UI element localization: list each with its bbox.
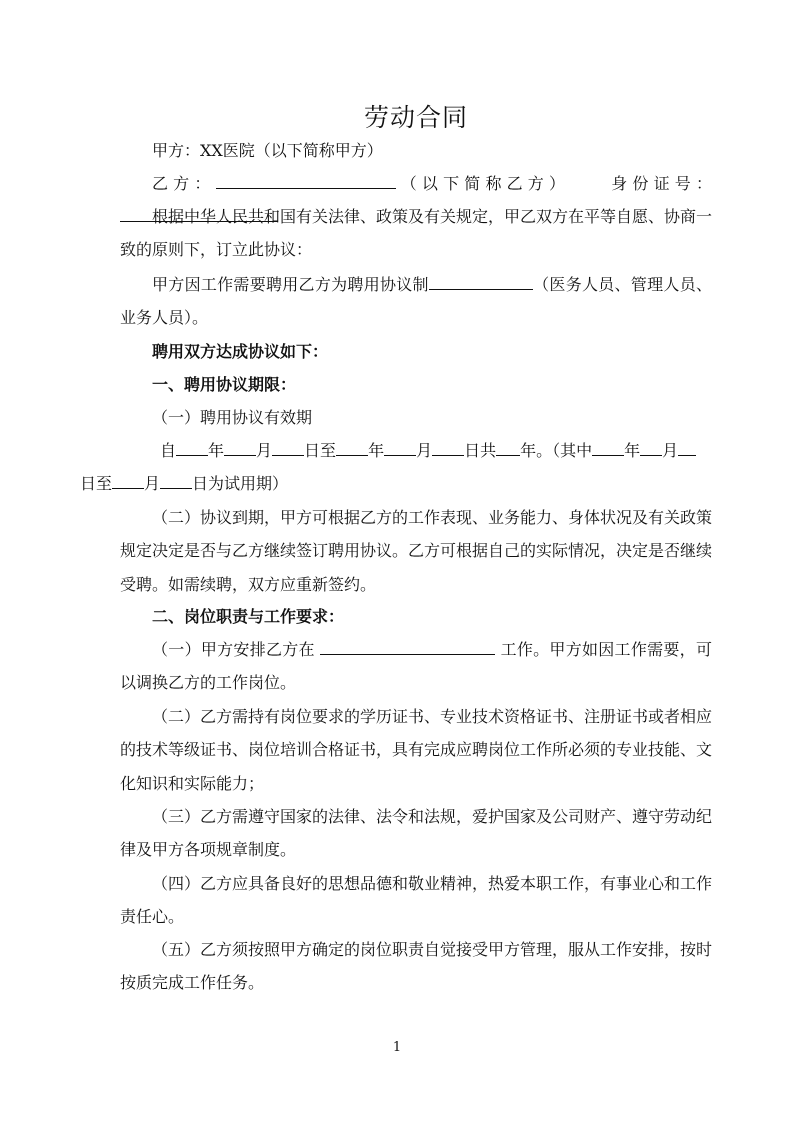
section2-item3: （三）乙方需遵守国家的法律、法令和法规，爱护国家及公司财产、遵守劳动纪律及甲方各项规章制度。 [120,807,713,860]
blank[interactable] [496,441,520,456]
section2-item4: （四）乙方应具备良好的思想品德和敬业精神，热爱本职工作，有事业心和工作责任心。 [120,874,713,927]
section2-item2: （二）乙方需持有岗位要求的学历证书、专业技术资格证书、注册证书或者相应的技术等级证书、岗位培训合格证书，具有完成应聘岗位工作所必须的专业技能、文化知识和实际能力； [120,707,713,793]
blank[interactable] [384,441,416,456]
section1-item2: （二）协议到期，甲方可根据乙方的工作表现、业务能力、身体状况及有关政策规定决定是否与乙方继续签订聘用协议。乙方可根据自己的实际情况，决定是否继续受聘。如需续聘，双方应重新签约。 [120,508,713,594]
document-title: 劳动合同 [363,103,468,132]
party-b-name-blank[interactable] [216,174,396,189]
section2-heading: 二、岗位职责与工作要求： [152,607,345,626]
blank[interactable] [592,441,624,456]
contract-period: 自 年 月 日至 年 月 日共 年。（其中 年 月 日至 月 日为试用期） [120,434,712,501]
blank[interactable] [272,441,304,456]
hire-position-blank[interactable] [429,275,533,290]
item1-suffix: 工作。甲方如因工作需要，可以调换乙方的工作岗位。 [120,640,712,693]
hire-paragraph [120,268,712,335]
page-number: 1 [392,1040,402,1055]
party-a-line: 甲方：XX医院（以下简称甲方） [152,141,383,160]
blank[interactable] [432,441,464,456]
section1-item1-title: （一）聘用协议有效期 [152,408,313,427]
item1-prefix: （一）甲方安排乙方在 [152,640,315,659]
intro-paragraph: 根据中华人民共和国有关法律、政策及有关规定，甲乙双方在平等自愿、协商一致的原则下，订立此协议： [120,207,713,260]
party-b-suffix: （以下简称乙方） [395,174,571,193]
hire-suffix: （医务人员、管理人员、业务人员）。 [120,275,712,328]
blank[interactable] [224,441,256,456]
section2-item5: （五）乙方须按照甲方确定的岗位职责自觉接受甲方管理，服从工作安排，按时按质完成工作任务。 [120,940,713,993]
id-number-label: 身份证号： [611,174,712,193]
hire-prefix: 甲方因工作需要聘用乙方为聘用协议制 [152,275,429,294]
section1-heading: 一、聘用协议期限： [152,375,297,394]
blank[interactable] [640,441,662,456]
blank[interactable] [336,441,368,456]
blank[interactable] [112,474,144,489]
party-b-label: 乙方： [152,174,216,193]
work-position-blank[interactable] [320,640,495,655]
blank[interactable] [176,441,208,456]
section2-item1 [120,633,712,700]
agreement-heading: 聘用双方达成协议如下： [152,342,329,361]
blank[interactable] [678,441,696,456]
blank[interactable] [160,474,192,489]
